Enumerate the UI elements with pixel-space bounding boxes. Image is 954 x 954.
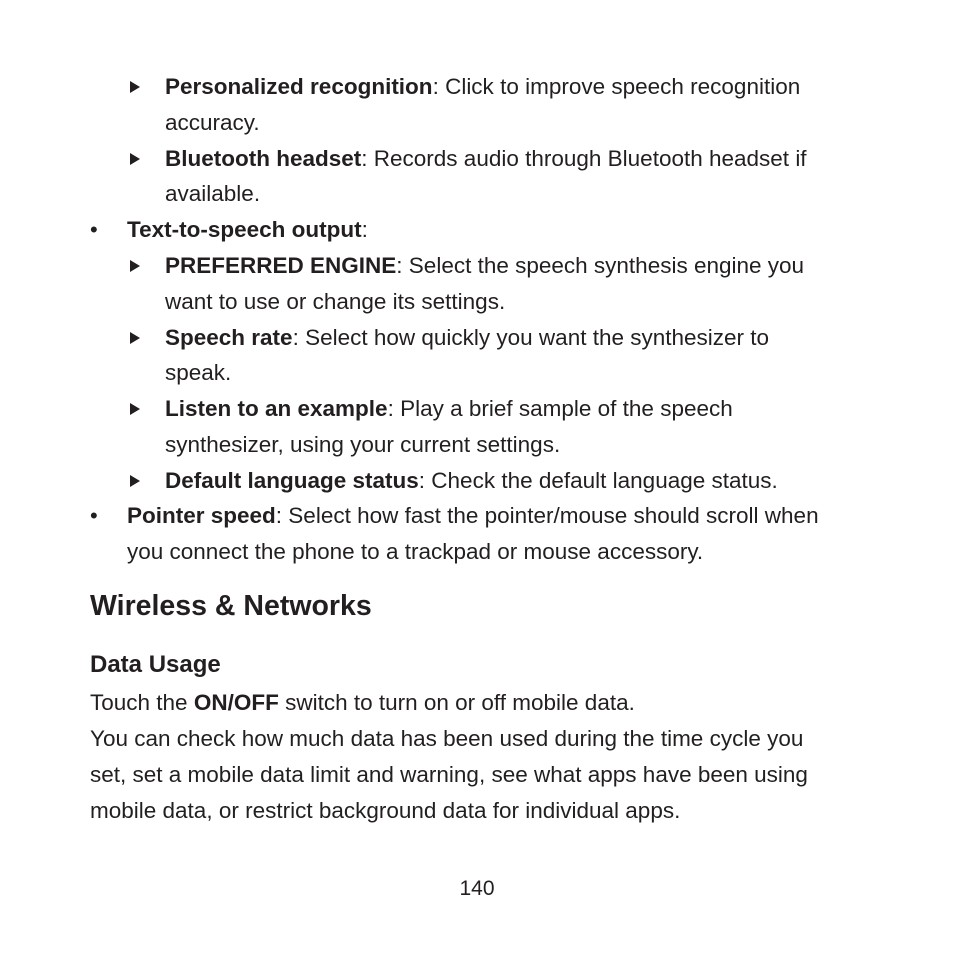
bullet-dot-icon: • — [90, 503, 98, 528]
arrow-bullet-icon — [130, 403, 140, 415]
arrow-bullet-icon — [130, 153, 140, 165]
term-preferred-engine: PREFERRED ENGINE — [165, 253, 397, 278]
paragraph-on-off — [90, 685, 635, 721]
paragraph-text: switch to turn on or off mobile data. — [278, 690, 635, 715]
list-item-bluetooth-headset — [165, 141, 807, 177]
arrow-bullet-icon — [130, 475, 140, 487]
term-speech-rate: Speech rate — [165, 325, 293, 350]
term-pointer-speed: Pointer speed — [127, 503, 276, 528]
list-item-pointer-speed — [127, 498, 819, 534]
description-text: : Records audio through Bluetooth headset if — [361, 146, 807, 171]
list-item-personalized-recognition — [165, 69, 800, 105]
description-continuation: accuracy. — [165, 110, 260, 135]
subsection-heading: Data Usage — [90, 651, 221, 678]
page-number: 140 — [459, 877, 495, 900]
arrow-bullet-icon — [130, 81, 140, 93]
description-continuation: speak. — [165, 360, 232, 385]
list-item-default-language-status — [165, 463, 778, 499]
description-continuation: synthesizer, using your current settings. — [165, 432, 561, 457]
term-suffix: : — [361, 217, 368, 242]
term-listen-example: Listen to an example — [165, 396, 388, 421]
list-item-listen-example — [165, 391, 733, 427]
description-text: : Select how quickly you want the synthesizer to — [292, 325, 770, 350]
paragraph-text: Touch the — [90, 690, 194, 715]
description-text: : Click to improve speech recognition — [432, 74, 801, 99]
bullet-dot-icon: • — [90, 217, 98, 242]
description-continuation: available. — [165, 181, 261, 206]
description-text: : Play a brief sample of the speech — [387, 396, 733, 421]
list-item-preferred-engine — [165, 248, 804, 284]
term-default-language-status: Default language status — [165, 468, 419, 493]
description-continuation: you connect the phone to a trackpad or mouse accessory. — [127, 539, 704, 564]
term-personalized-recognition: Personalized recognition — [165, 74, 433, 99]
description-text: : Select how fast the pointer/mouse should scroll when — [275, 503, 819, 528]
description-continuation: want to use or change its settings. — [165, 289, 506, 314]
paragraph-line: set, set a mobile data limit and warning, see what apps have been using — [90, 762, 808, 787]
section-heading: Wireless & Networks — [90, 590, 372, 622]
list-item-tts-output — [127, 212, 368, 248]
term-tts-output: Text-to-speech output — [127, 217, 362, 242]
list-item-speech-rate — [165, 320, 769, 356]
term-bluetooth-headset: Bluetooth headset — [165, 146, 362, 171]
paragraph-line: mobile data, or restrict background data for individual apps. — [90, 798, 681, 823]
description-text: : Check the default language status. — [418, 468, 778, 493]
arrow-bullet-icon — [130, 260, 140, 272]
paragraph-line: You can check how much data has been used during the time cycle you — [90, 726, 804, 751]
on-off-term: ON/OFF — [193, 690, 279, 715]
arrow-bullet-icon — [130, 332, 140, 344]
description-text: : Select the speech synthesis engine you — [396, 253, 805, 278]
